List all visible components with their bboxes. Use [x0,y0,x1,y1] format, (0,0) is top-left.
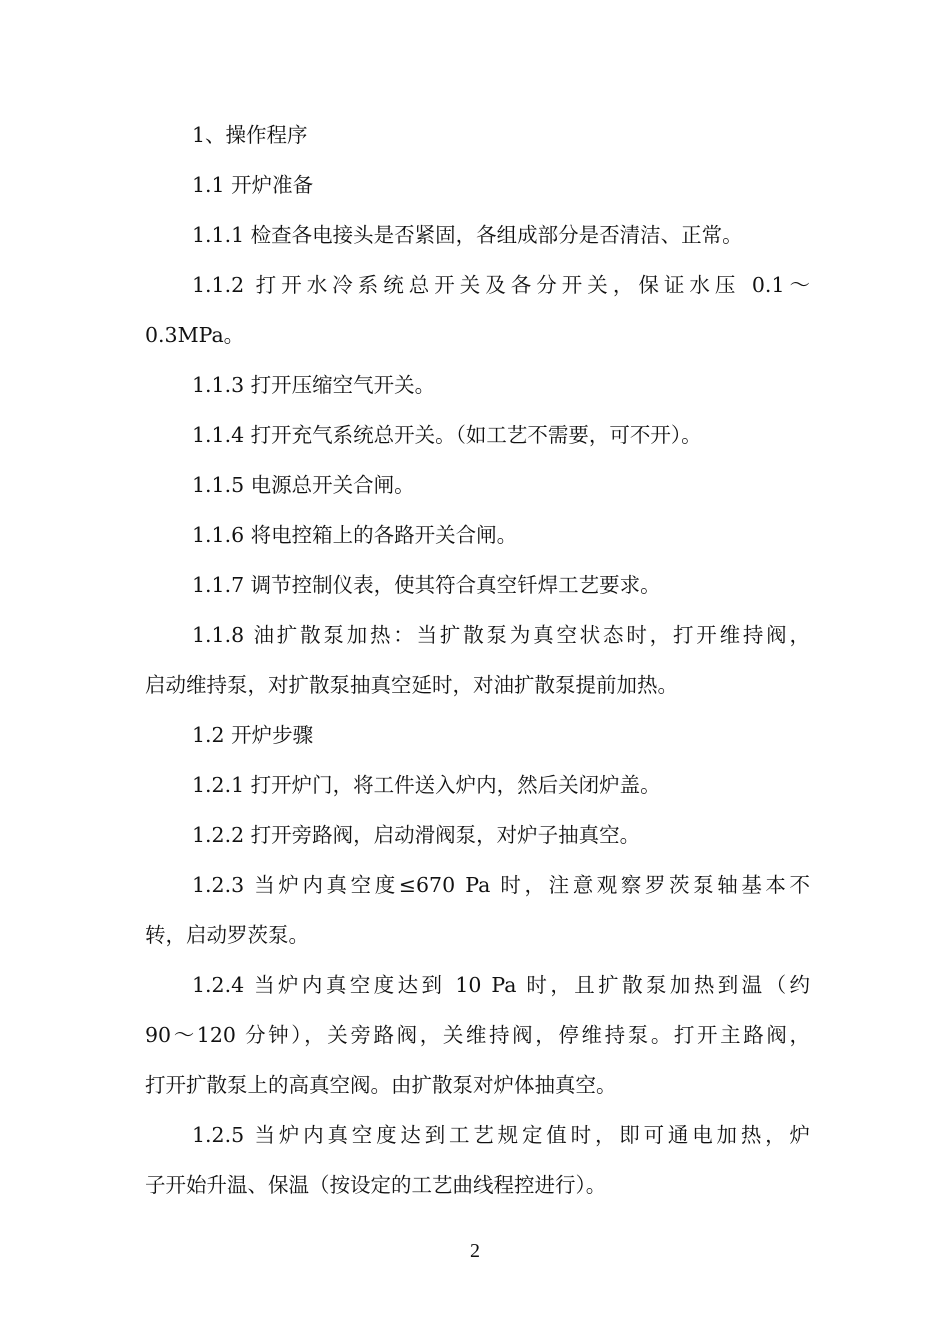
paragraph-line: 转，启动罗茨泵。 [145,923,309,947]
paragraph-line: 1.1.5 电源总开关合闸。 [192,473,415,497]
paragraph-line: 1.2.1 打开炉门，将工件送入炉内，然后关闭炉盖。 [192,773,661,797]
paragraph-line: 子开始升温、保温（按设定的工艺曲线程控进行）。 [145,1173,607,1197]
paragraph-line: 1.2.2 打开旁路阀，启动滑阀泵，对炉子抽真空。 [192,823,641,847]
subsection-heading: 1.1 开炉准备 [192,173,314,197]
paragraph-line: 1.1.2 打开水冷系统总开关及各分开关，保证水压 0.1～ [192,273,810,297]
paragraph-line: 1.1.7 调节控制仪表，使其符合真空钎焊工艺要求。 [192,573,661,597]
paragraph-line: 启动维持泵，对扩散泵抽真空延时，对油扩散泵提前加热。 [145,673,678,697]
paragraph-line: 1.1.1 检查各电接头是否紧固，各组成部分是否清洁、正常。 [192,223,743,247]
paragraph-line: 0.3MPa。 [145,323,245,347]
paragraph-line: 1.1.6 将电控箱上的各路开关合闸。 [192,523,518,547]
paragraph-line: 1.1.4 打开充气系统总开关。（如工艺不需要，可不开）。 [192,423,702,447]
page-number: 2 [470,1240,480,1262]
paragraph-line: 打开扩散泵上的高真空阀。由扩散泵对炉体抽真空。 [145,1073,617,1097]
paragraph-line: 1.2.5 当炉内真空度达到工艺规定值时，即可通电加热，炉 [192,1123,810,1147]
subsection-heading: 1.2 开炉步骤 [192,723,314,747]
paragraph-line: 1.1.3 打开压缩空气开关。 [192,373,436,397]
paragraph-line: 1.2.3 当炉内真空度≤670 Pa 时，注意观察罗茨泵轴基本不 [192,873,810,897]
paragraph-line: 1.1.8 油扩散泵加热：当扩散泵为真空状态时，打开维持阀， [192,623,810,647]
paragraph-line: 1.2.4 当炉内真空度达到 10 Pa 时，且扩散泵加热到温（约 [192,973,810,997]
paragraph-line: 90～120 分钟），关旁路阀，关维持阀，停维持泵。打开主路阀， [145,1023,810,1047]
section-heading: 1、操作程序 [192,123,308,147]
